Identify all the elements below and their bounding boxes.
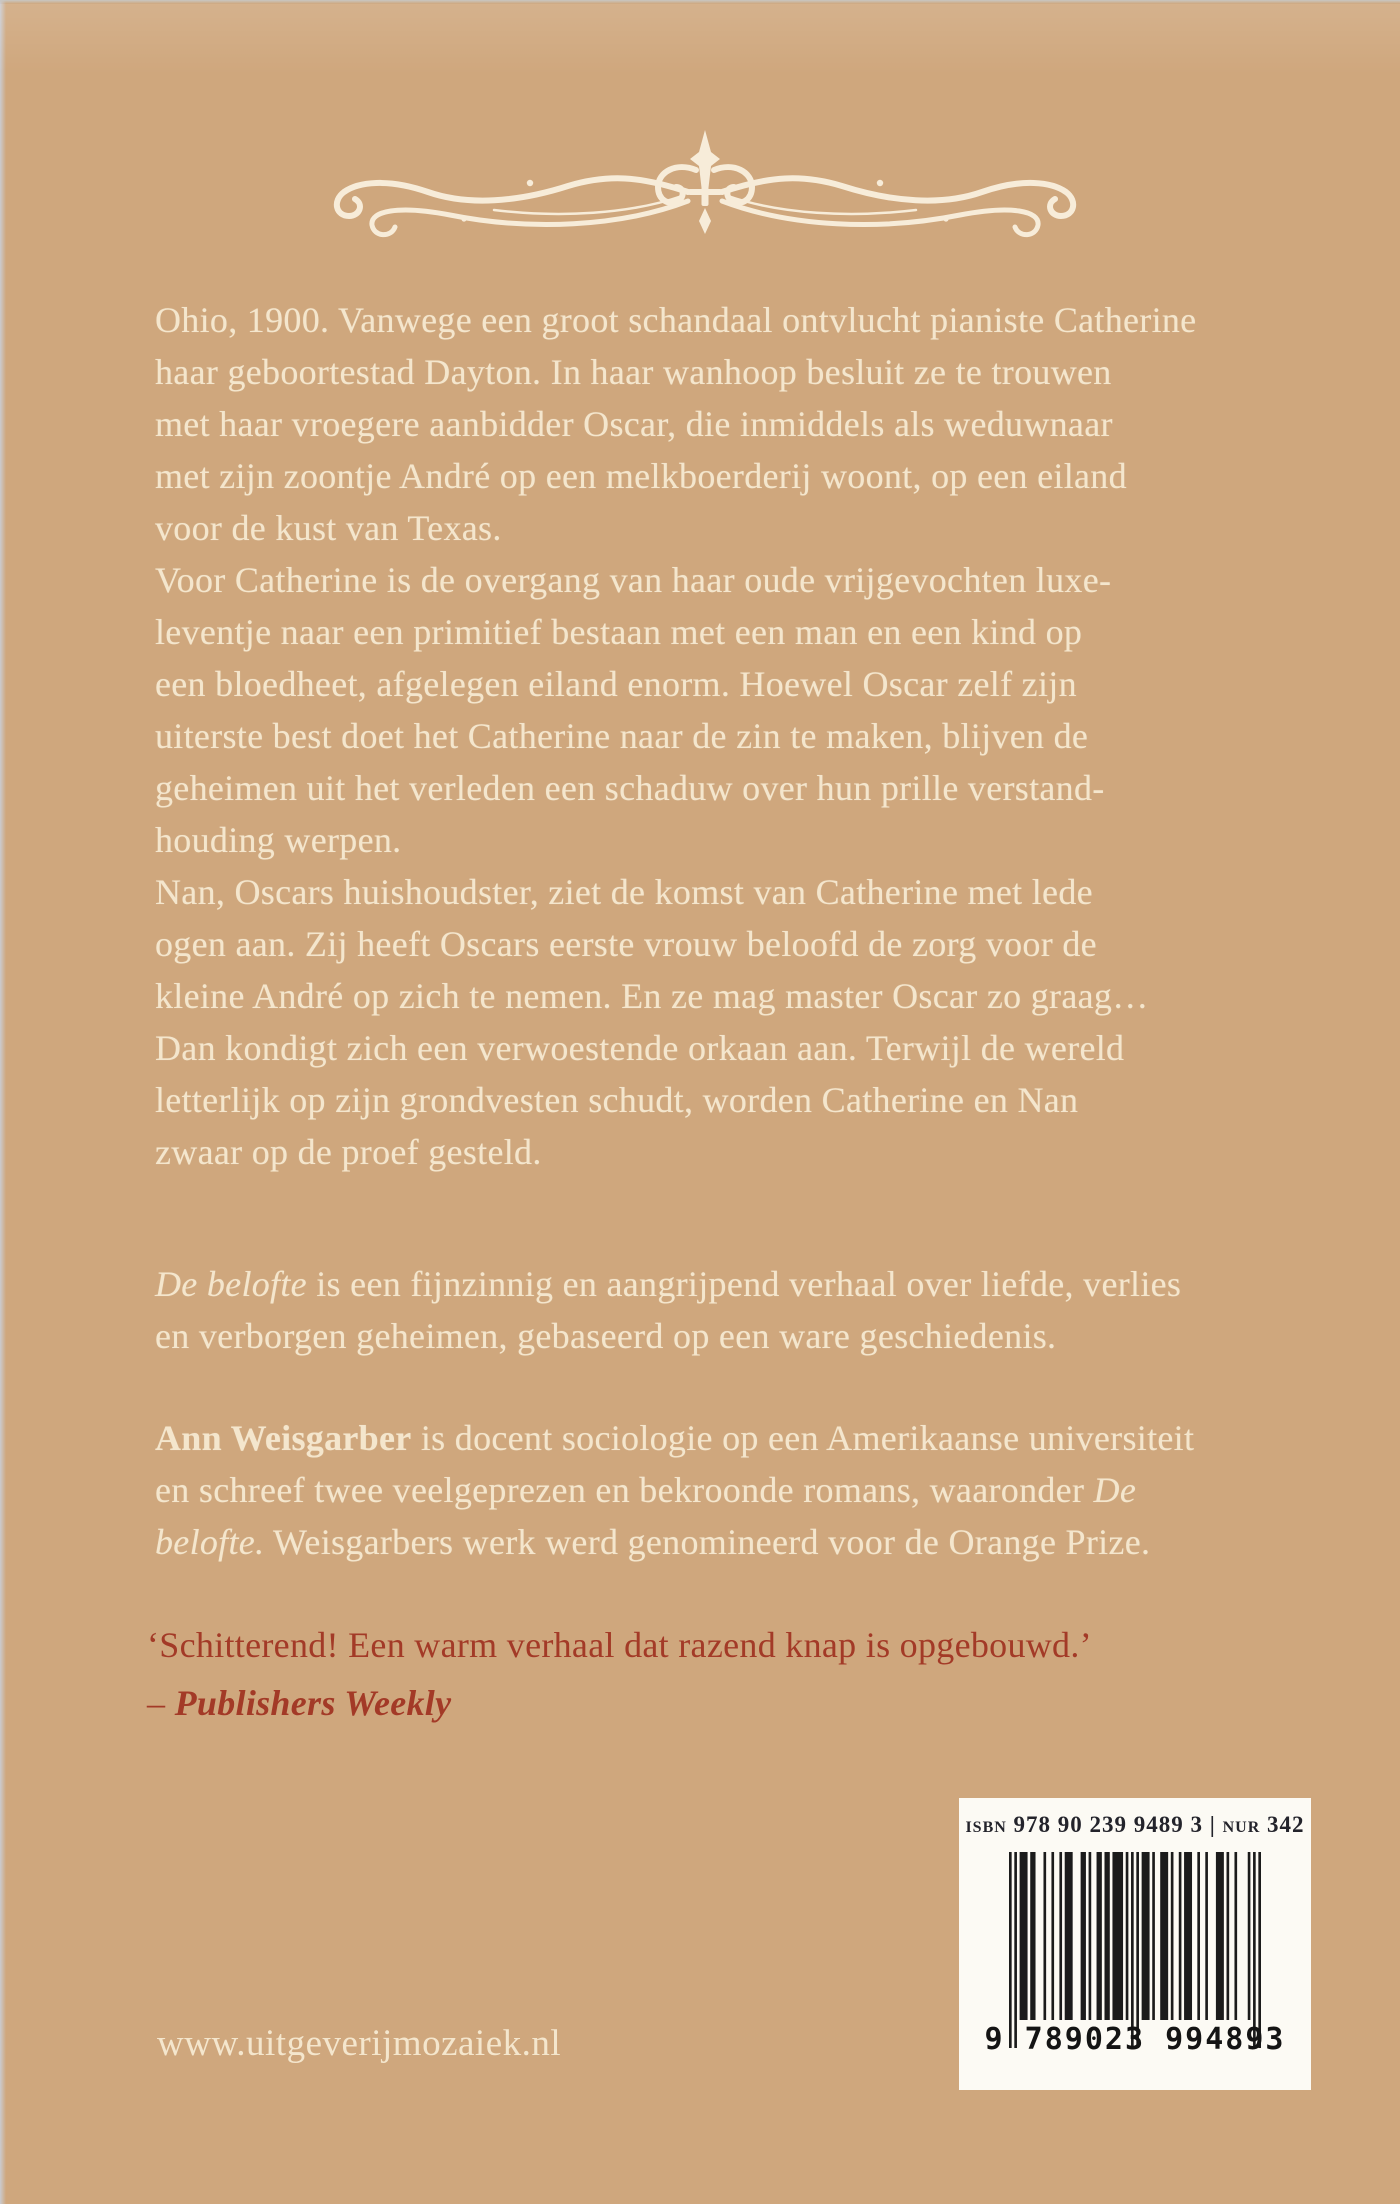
barcode-digits: 9 789023 994893 <box>984 2022 1286 2057</box>
barcode-bar <box>1171 1852 1174 2020</box>
barcode-bar <box>1184 1852 1192 2020</box>
text-run: De belofte <box>155 1264 307 1304</box>
author-bio-text <box>155 1412 1325 1568</box>
text-run: is docent sociologie op een Amerikaanse universiteit <box>411 1418 1195 1458</box>
text-run: ‘Schitterend! Een warm verhaal dat razend knap is opgebouwd.’ <box>147 1625 1092 1665</box>
text-run: en verborgen geheimen, gebaseerd op een ware geschiedenis. <box>155 1316 1057 1356</box>
barcode-bar <box>1126 1852 1129 2020</box>
barcode-bar <box>1253 1852 1256 2048</box>
barcode-bar <box>1089 1852 1092 2020</box>
publisher-website-text: www.uitgeverijmozaiek.nl <box>157 2023 562 2064</box>
flourish-divider-icon <box>320 126 1090 254</box>
synopsis-text <box>155 294 1325 1178</box>
text-line: ogen aan. Zij heeft Oscars eerste vrouw beloofd de zorg voor de <box>155 924 1097 964</box>
text-line: kleine André op zich te nemen. En ze mag master Oscar zo graag… <box>155 976 1149 1016</box>
barcode-bar <box>1081 1852 1086 2020</box>
text-line <box>155 1412 1325 1464</box>
barcode-bar <box>1216 1852 1224 2020</box>
barcode-bar <box>1160 1852 1168 2020</box>
barcode-bar <box>1179 1852 1182 2020</box>
barcode-bar <box>1051 1852 1054 2020</box>
text-run: en schreef twee veelgeprezen en bekroonde romans, waaronder <box>155 1470 1094 1510</box>
review-quote <box>147 1616 1327 1732</box>
text-line: een bloedheet, afgelegen eiland enorm. Hoewel Oscar zelf zijn <box>155 664 1077 704</box>
text-line: Nan, Oscars huishoudster, ziet de komst van Catherine met lede <box>155 872 1093 912</box>
fleur-de-lis-icon <box>687 130 723 234</box>
barcode-bar <box>1030 1852 1035 2020</box>
barcode-bar <box>1152 1852 1155 2020</box>
isbn-nur-label: isbn 978 90 239 9489 3 | nur 342 <box>965 1812 1305 1837</box>
barcode-bar <box>1009 1852 1012 2048</box>
barcode-bar <box>1248 1852 1251 2020</box>
text-line: leventje naar een primitief bestaan met een man en een kind op <box>155 612 1083 652</box>
barcode-bar <box>1043 1852 1046 2020</box>
barcode-bar <box>1234 1852 1237 2020</box>
text-line <box>155 1464 1325 1516</box>
text-line: Ohio, 1900. Vanwege een groot schandaal ontvlucht pianiste Catherine <box>155 300 1197 340</box>
barcode-bar <box>1112 1852 1123 2020</box>
barcode-bar <box>1059 1852 1062 2020</box>
barcode-bar <box>1065 1852 1073 2020</box>
barcode-bar <box>1014 1852 1017 2048</box>
text-line: geheimen uit het verleden een schaduw over hun prille verstand- <box>155 768 1105 808</box>
text-line: Voor Catherine is de overgang van haar oude vrijgevochten luxe- <box>155 560 1112 600</box>
text-line: letterlijk op zijn grondvesten schudt, worden Catherine en Nan <box>155 1080 1079 1120</box>
text-line <box>147 1674 1327 1732</box>
text-run: Ann Weisgarber <box>155 1418 412 1458</box>
text-line: met haar vroegere aanbidder Oscar, die inmiddels als weduwnaar <box>155 404 1113 444</box>
text-line: uiterste best doet het Catherine naar de zin te maken, blijven de <box>155 716 1089 756</box>
barcode-bar <box>1136 1852 1139 2048</box>
barcode-bar <box>1197 1852 1200 2020</box>
barcode-bar <box>1020 1852 1028 2020</box>
barcode-bar <box>1227 1852 1230 2020</box>
barcode-bar <box>1097 1852 1102 2020</box>
text-line: haar geboortestad Dayton. In haar wanhoop besluit ze te trouwen <box>155 352 1112 392</box>
barcode-bar <box>1258 1852 1261 2048</box>
text-line <box>155 1516 1325 1568</box>
text-line: met zijn zoontje André op een melkboerderij woont, op een eiland <box>155 456 1127 496</box>
page-left-edge <box>0 0 6 2204</box>
barcode-bar <box>1142 1852 1150 2020</box>
barcode-bar <box>1104 1852 1109 2020</box>
text-run: Weisgarbers werk werd genomineerd voor de Orange Prize. <box>264 1522 1151 1562</box>
barcode-box <box>959 1798 1311 2090</box>
text-line <box>155 1258 1325 1310</box>
barcode-bar <box>1205 1852 1208 2020</box>
text-run: De <box>1093 1470 1137 1510</box>
text-line <box>147 1616 1327 1674</box>
text-run: Publishers Weekly <box>174 1683 452 1723</box>
page-top-sheen <box>0 4 1400 74</box>
text-line: Dan kondigt zich een verwoestende orkaan aan. Terwijl de wereld <box>155 1028 1125 1068</box>
barcode-bar <box>1131 1852 1134 2048</box>
book-description-text <box>155 1258 1325 1362</box>
text-line: houding werpen. <box>155 820 402 860</box>
text-run: belofte. <box>155 1522 265 1562</box>
text-run: is een fijnzinnig en aangrijpend verhaal over liefde, verlies <box>306 1264 1182 1304</box>
text-line: zwaar op de proef gesteld. <box>155 1132 542 1172</box>
text-line <box>155 1310 1325 1362</box>
text-run: – <box>147 1683 175 1723</box>
text-line: voor de kust van Texas. <box>155 508 502 548</box>
